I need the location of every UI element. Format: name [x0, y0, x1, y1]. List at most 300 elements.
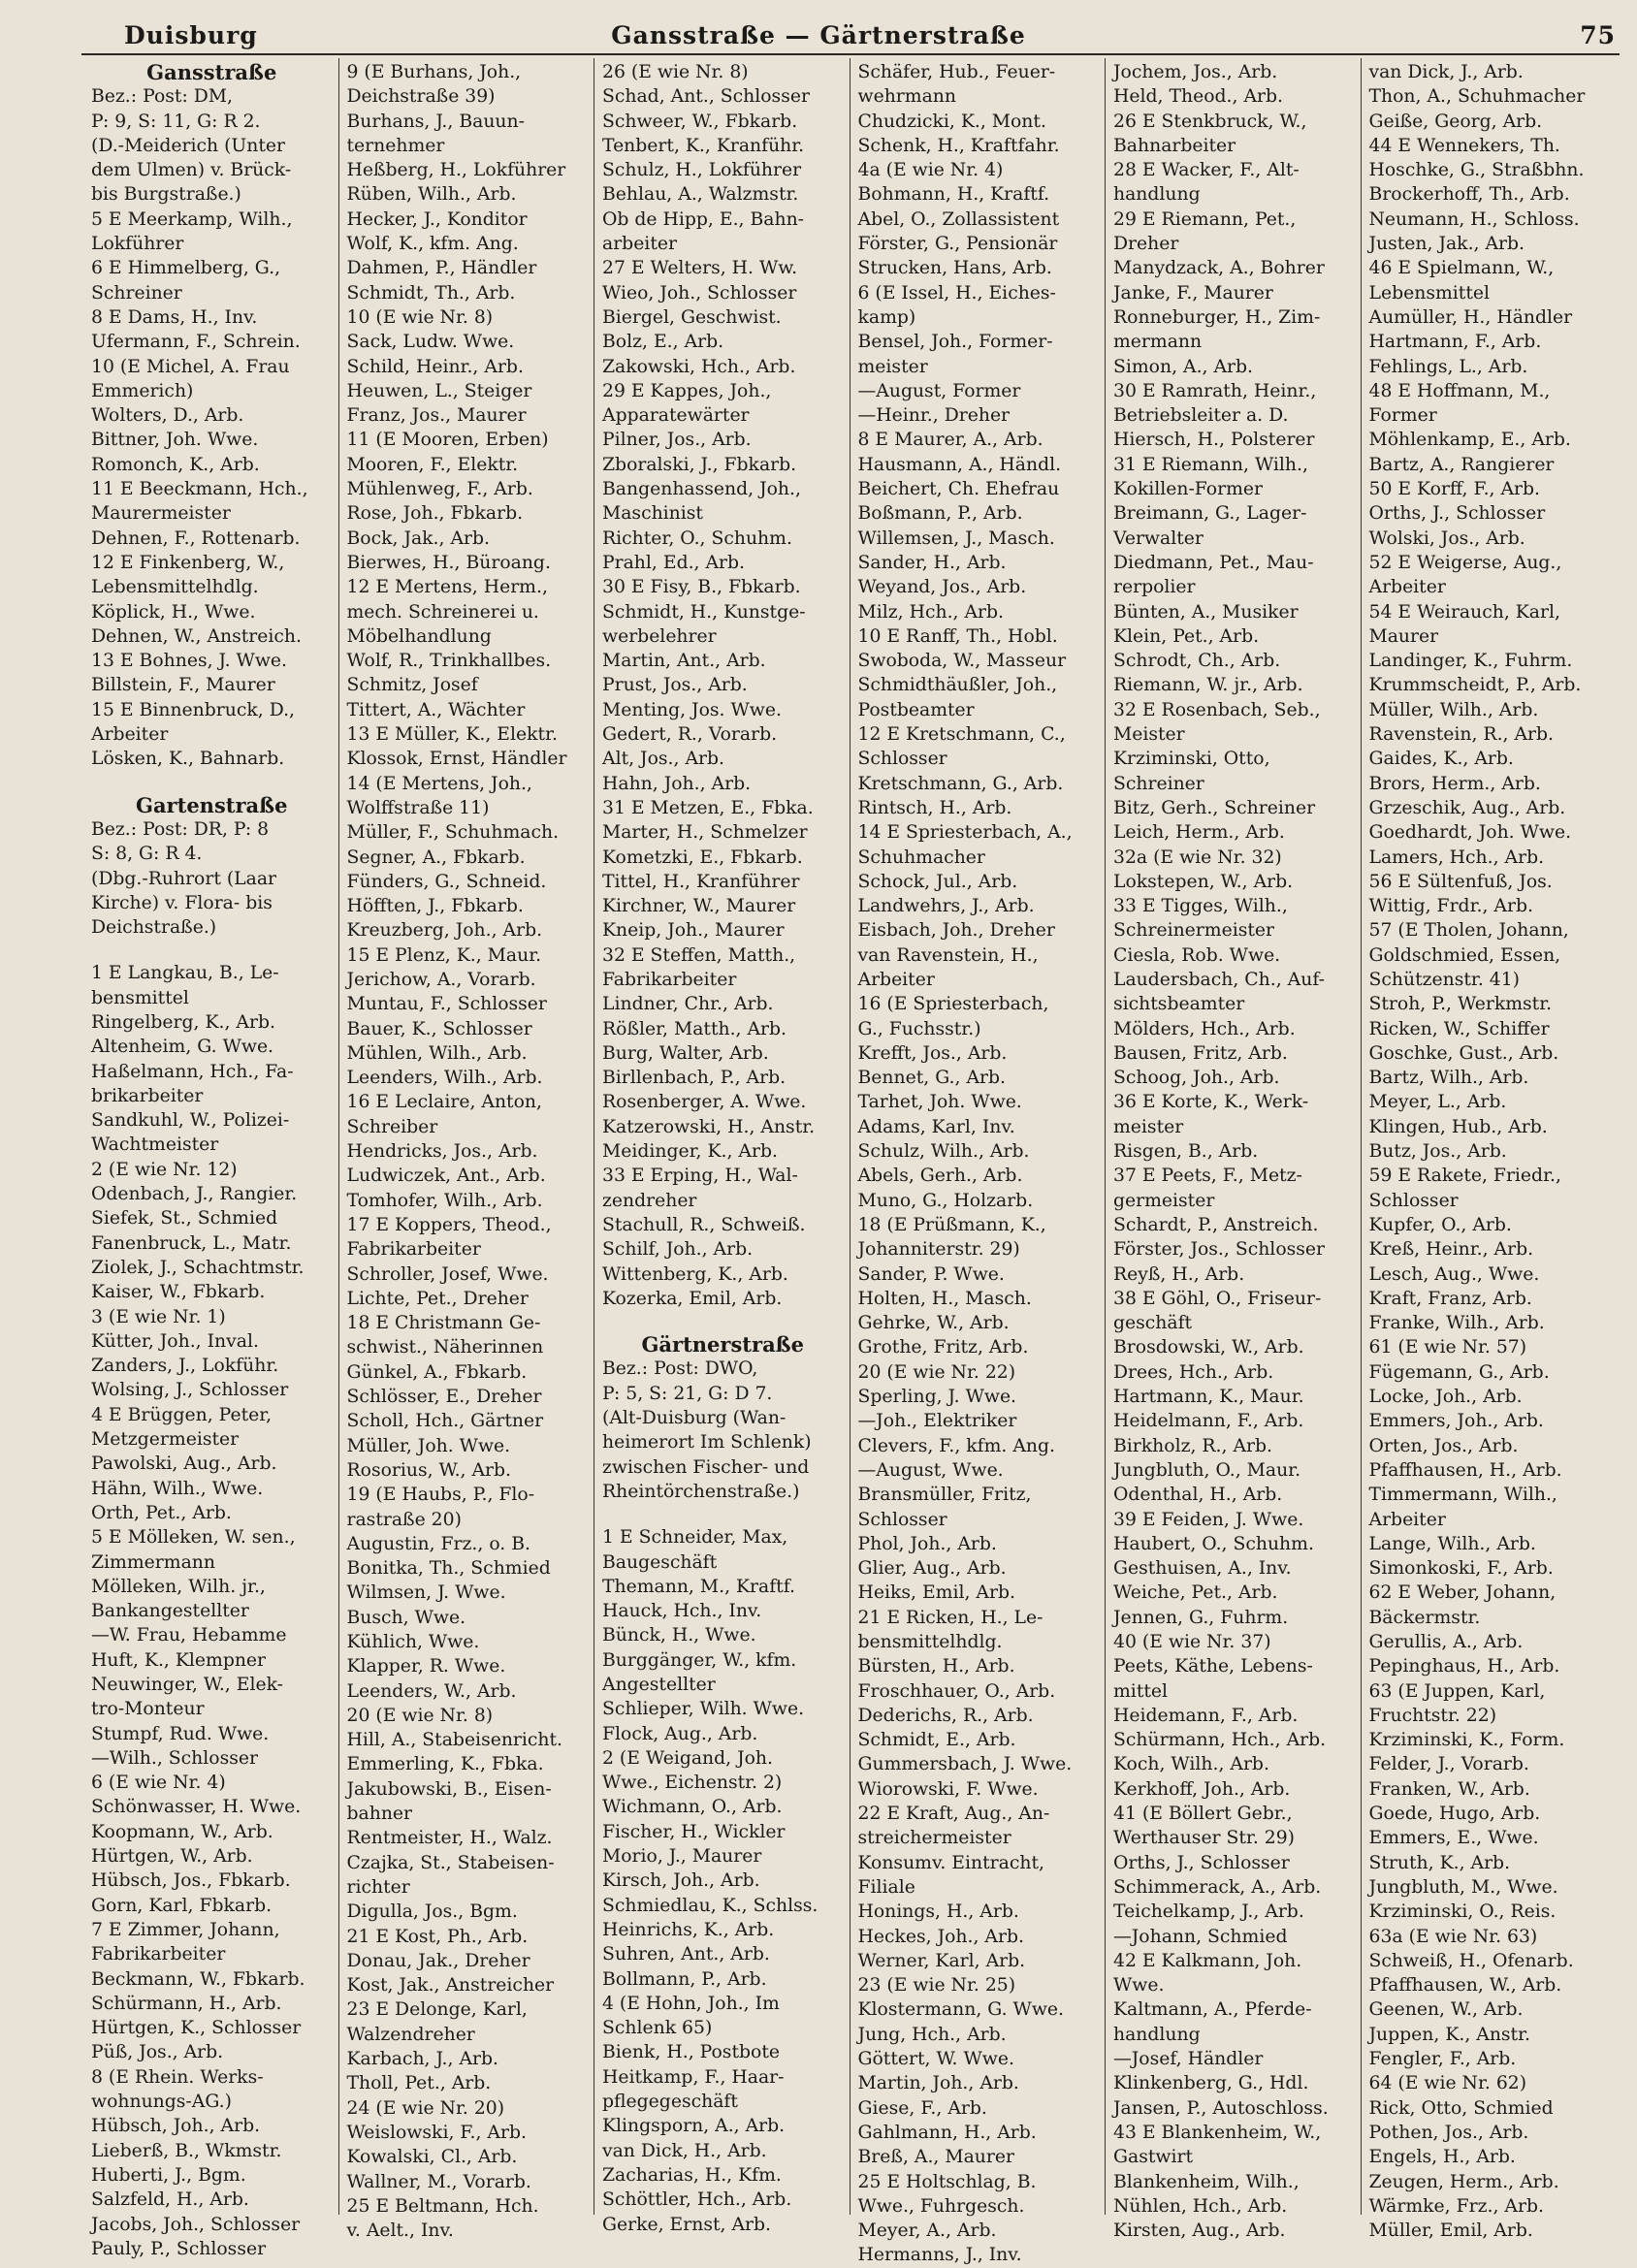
street-heading: Gansstraße: [146, 60, 277, 84]
directory-entry: Apparatewärter: [602, 405, 750, 427]
directory-entry: Juppen, K., Anstr.: [1368, 2024, 1530, 2045]
directory-entry: 64 (E wie Nr. 62): [1368, 2073, 1527, 2094]
directory-entry: Hauck, Hch., Inv.: [602, 1601, 762, 1622]
directory-entry: Ziolek, J., Schachtmstr.: [91, 1257, 305, 1278]
directory-entry: Riemann, W. jr., Arb.: [1113, 675, 1303, 696]
directory-entry: Leenders, Wilh., Arb.: [346, 1068, 543, 1089]
directory-entry: Meyer, A., Arb.: [857, 2220, 997, 2242]
directory-entry: 63 (E Juppen, Karl,: [1368, 1680, 1546, 1702]
directory-entry: 6 E Himmelberg, G.,: [91, 258, 281, 279]
header-rule: [81, 53, 1620, 55]
directory-entry: Heidelmann, F., Arb.: [1113, 1411, 1304, 1432]
directory-entry: van Dick, H., Arb.: [602, 2140, 767, 2161]
directory-entry: Schreiner: [91, 282, 182, 303]
directory-entry: Weislowski, F., Arb.: [346, 2122, 527, 2143]
directory-entry: P: 9, S: 11, G: R 2.: [91, 111, 261, 132]
directory-entry: Prahl, Ed., Arb.: [602, 552, 746, 573]
directory-entry: Arbeiter: [91, 724, 169, 746]
directory-entry: Schmidt, E., Arb.: [857, 1730, 1016, 1751]
directory-entry: 14 (E Mertens, Joh.,: [346, 773, 532, 794]
spacer: [602, 1504, 844, 1525]
directory-entry: Hausmann, A., Händl.: [857, 454, 1062, 475]
directory-entry: Schäfer, Hub., Feuer-: [857, 62, 1056, 82]
directory-entry: Gahlmann, H., Arb.: [857, 2122, 1037, 2143]
directory-entry: Gerullis, A., Arb.: [1368, 1632, 1524, 1652]
directory-entry: 4 E Brüggen, Peter,: [91, 1404, 273, 1425]
directory-entry: Tarhet, Joh. Wwe.: [857, 1092, 1022, 1113]
column-3: [594, 58, 850, 2235]
directory-entry: Kost, Jak., Anstreicher: [346, 1975, 555, 1996]
directory-entry: Bez.: Post: DR, P: 8: [91, 818, 270, 840]
directory-entry: Dreher: [1113, 234, 1179, 255]
directory-entry: Martin, Ant., Arb.: [602, 651, 766, 672]
spacer: [91, 940, 333, 961]
directory-entry: Bennet, G., Arb.: [857, 1068, 1006, 1089]
directory-entry: 14 E Spriesterbach, A.,: [857, 822, 1073, 844]
directory-entry: Kraft, Franz, Arb.: [1368, 1288, 1532, 1309]
directory-entry: Altenheim, G. Wwe.: [91, 1037, 274, 1058]
directory-entry: Bangenhassend, Joh.,: [602, 479, 801, 500]
directory-entry: Bäckermstr.: [1368, 1607, 1481, 1628]
directory-entry: Schlosser: [1368, 1190, 1459, 1211]
directory-entry: Birllenbach, P., Arb.: [602, 1068, 786, 1089]
directory-entry: 8 E Dams, H., Inv.: [91, 306, 258, 328]
directory-entry: Schuhmacher: [857, 847, 985, 868]
directory-entry: Gedert, R., Vorarb.: [602, 724, 778, 746]
directory-entry: 5 E Mölleken, W. sen.,: [91, 1527, 296, 1549]
directory-entry: Wichmann, O., Arb.: [602, 1797, 783, 1818]
directory-entry: Kupfer, O., Arb.: [1368, 1214, 1512, 1235]
directory-entry: Huberti, J., Bgm.: [91, 2164, 246, 2186]
directory-entry: Gesthuisen, A., Inv.: [1113, 1558, 1292, 1580]
directory-entry: Kühlich, Wwe.: [346, 1632, 480, 1652]
directory-entry: Mühlenweg, F., Arb.: [346, 479, 533, 500]
directory-entry: 6 (E Issel, H., Eiches-: [857, 282, 1056, 303]
directory-entry: Mooren, F., Elektr.: [346, 454, 519, 475]
directory-entry: Müller, Wilh., Arb.: [1368, 699, 1539, 720]
directory-entry: Zimmermann: [91, 1551, 215, 1573]
directory-entry: 59 E Rakete, Friedr.,: [1368, 1166, 1561, 1187]
directory-entry: Arbeiter: [1368, 1509, 1446, 1530]
directory-entry: 1 E Langkau, B., Le-: [91, 963, 279, 984]
directory-entry: Schock, Jul., Arb.: [857, 871, 1018, 892]
directory-entry: Bez.: Post: DM,: [91, 86, 234, 108]
directory-entry: Lebensmittelhdlg.: [91, 577, 259, 598]
directory-entry: Bolz, E., Arb.: [602, 332, 724, 353]
directory-entry: Schulz, H., Lokführer: [602, 160, 802, 181]
directory-entry: Sack, Ludw. Wwe.: [346, 332, 515, 353]
directory-entry: 18 E Christmann Ge-: [346, 1313, 541, 1334]
directory-entry: Zanders, J., Lokführ.: [91, 1356, 279, 1377]
directory-entry: 21 E Kost, Ph., Arb.: [346, 1926, 529, 1947]
directory-entry: Wolffstraße 11): [346, 797, 490, 818]
directory-entry: Weiche, Pet., Arb.: [1113, 1582, 1278, 1604]
directory-entry: Ronneburger, H., Zim-: [1113, 306, 1321, 328]
directory-entry: Schweer, W., Fbkarb.: [602, 111, 798, 132]
directory-entry: 10 E Ranff, Th., Hobl.: [857, 625, 1058, 647]
directory-entry: Behlau, A., Walzmstr.: [602, 184, 799, 206]
directory-entry: Timmermann, Wilh.,: [1368, 1485, 1557, 1506]
directory-entry: Muno, G., Holzarb.: [857, 1190, 1034, 1211]
directory-entry: Klein, Pet., Arb.: [1113, 625, 1260, 647]
directory-entry: Weyand, Jos., Arb.: [857, 577, 1027, 598]
directory-entry: wehrmann: [857, 86, 956, 108]
directory-entry: Siefek, St., Schmied: [91, 1208, 278, 1230]
directory-entry: Themann, M., Kraftf.: [602, 1576, 795, 1597]
directory-entry: Schreiber: [346, 1116, 438, 1137]
directory-entry: Kozerka, Emil, Arb.: [602, 1288, 783, 1309]
page-header: [0, 0, 1637, 58]
directory-entry: Stachull, R., Schweiß.: [602, 1214, 806, 1235]
directory-entry: Hartmann, F., Arb.: [1368, 332, 1542, 353]
directory-entry: Jakubowski, B., Eisen-: [346, 1778, 552, 1800]
directory-entry: Metzgermeister: [91, 1429, 240, 1451]
directory-entry: Birkholz, R., Arb.: [1113, 1435, 1272, 1456]
directory-entry: Kirsten, Aug., Arb.: [1113, 2220, 1286, 2242]
directory-entry: Giese, F., Arb.: [857, 2097, 987, 2119]
directory-entry: 21 E Ricken, H., Le-: [857, 1607, 1043, 1628]
directory-entry: Butz, Jos., Arb.: [1368, 1141, 1507, 1163]
directory-entry: Lesch, Aug., Wwe.: [1368, 1263, 1540, 1285]
directory-entry: bis Burgstraße.): [91, 184, 241, 206]
directory-entry: Leich, Herm., Arb.: [1113, 822, 1285, 844]
directory-entry: Glier, Aug., Arb.: [857, 1558, 1007, 1580]
directory-entry: Lange, Wilh., Arb.: [1368, 1533, 1536, 1554]
directory-entry: Kütter, Joh., Inval.: [91, 1330, 259, 1352]
directory-entry: Schmidt, Th., Arb.: [346, 282, 516, 303]
directory-entry: wohnungs-AG.): [91, 2092, 232, 2113]
directory-entry: Köplick, H., Wwe.: [91, 601, 256, 623]
directory-entry: Schlieper, Wilh. Wwe.: [602, 1699, 805, 1720]
directory-entry: Ludwiczek, Ant., Arb.: [346, 1166, 546, 1187]
directory-entry: Schönwasser, H. Wwe.: [91, 1797, 302, 1818]
directory-entry: zwischen Fischer- und: [602, 1456, 810, 1478]
directory-entry: Grothe, Fritz, Arb.: [857, 1337, 1029, 1358]
directory-entry: Neuwinger, W., Elek-: [91, 1675, 283, 1695]
column-6: [1361, 58, 1617, 2242]
directory-entry: Lindner, Chr., Arb.: [602, 994, 774, 1015]
directory-entry: Gehrke, W., Arb.: [857, 1313, 1010, 1334]
directory-entry: 43 E Blankenheim, W.,: [1113, 2122, 1322, 2143]
directory-entry: Augustin, Frz., o. B.: [346, 1533, 531, 1554]
directory-entry: Schlosser: [857, 749, 947, 770]
directory-entry: Martin, Joh., Arb.: [857, 2073, 1019, 2094]
directory-entry: Kaltmann, A., Pferde-: [1113, 1999, 1312, 2021]
directory-entry: Gummersbach, J. Wwe.: [857, 1754, 1073, 1775]
directory-entry: Klostermann, G. Wwe.: [857, 1999, 1064, 2021]
directory-entry: Jennen, G., Fuhrm.: [1113, 1607, 1289, 1628]
directory-entry: 16 E Leclaire, Anton,: [346, 1092, 542, 1113]
directory-entry: Goedhardt, Joh. Wwe.: [1368, 822, 1572, 844]
directory-entry: Marter, H., Schmelzer: [602, 822, 808, 844]
directory-entry: Abel, O., Zollassistent: [857, 208, 1060, 230]
directory-entry: Postbeamter: [857, 699, 975, 720]
directory-entry: Müller, Emil, Arb.: [1368, 2220, 1533, 2242]
directory-entry: 5 E Meerkamp, Wilh.,: [91, 208, 293, 230]
directory-entry: 23 (E wie Nr. 25): [857, 1975, 1016, 1996]
directory-entry: Holten, H., Masch.: [857, 1288, 1032, 1309]
directory-entry: Schulz, Wilh., Arb.: [857, 1141, 1030, 1163]
directory-entry: kamp): [857, 306, 916, 328]
directory-entry: Dehnen, F., Rottenarb.: [91, 527, 301, 549]
directory-entry: Nühlen, Hch., Arb.: [1113, 2195, 1288, 2217]
directory-entry: Breß, A., Maurer: [857, 2147, 1014, 2168]
directory-entry: mermann: [1113, 332, 1203, 353]
directory-entry: Orths, J., Schlosser: [1368, 503, 1546, 525]
directory-entry: Franz, Jos., Maurer: [346, 405, 527, 427]
directory-entry: Sander, H., Arb.: [857, 552, 1007, 573]
directory-entry: Milz, Hch., Arb.: [857, 601, 1005, 623]
directory-entry: 33 E Tigges, Wilh.,: [1113, 896, 1288, 917]
directory-entry: Bausen, Fritz, Arb.: [1113, 1042, 1288, 1064]
directory-entry: Ravenstein, R., Arb.: [1368, 724, 1555, 746]
directory-entry: Fabrikarbeiter: [602, 969, 737, 990]
directory-entry: Emmers, E., Wwe.: [1368, 1828, 1539, 1849]
directory-entry: Manydzack, A., Bohrer: [1113, 258, 1325, 279]
directory-entry: Czajka, St., Stabeisen-: [346, 1852, 555, 1873]
directory-entry: Schmitz, Josef: [346, 675, 478, 696]
directory-entry: Püß, Jos., Arb.: [91, 2042, 224, 2063]
directory-entry: Fabrikarbeiter: [346, 1239, 481, 1261]
directory-entry: Schreinermeister: [1113, 920, 1274, 942]
directory-entry: Schlösser, E., Dreher: [346, 1387, 542, 1408]
directory-entry: 57 (E Tholen, Johann,: [1368, 920, 1569, 942]
directory-entry: streichermeister: [857, 1828, 1011, 1849]
directory-entry: Lamers, Hch., Arb.: [1368, 847, 1545, 868]
directory-entry: Höfften, J., Fbkarb.: [346, 896, 524, 917]
directory-entry: schwist., Näherinnen: [346, 1337, 544, 1358]
directory-entry: Meister: [1113, 724, 1185, 746]
column-1: [83, 58, 338, 2259]
directory-entry: Gerke, Ernst, Arb.: [602, 2214, 771, 2235]
directory-entry: Billstein, F., Maurer: [91, 675, 275, 696]
directory-entry: Strucken, Hans, Arb.: [857, 258, 1052, 279]
directory-entry: Wolsing, J., Schlosser: [91, 1380, 289, 1401]
directory-entry: 27 E Welters, H. Ww.: [602, 258, 798, 279]
directory-entry: Teichelkamp, J., Arb.: [1113, 1901, 1304, 1923]
directory-entry: 32 E Steffen, Matth.,: [602, 944, 796, 966]
directory-entry: Schlenk 65): [602, 2018, 713, 2039]
directory-entry: Neumann, H., Schloss.: [1368, 208, 1580, 230]
directory-entry: 9 (E Burhans, Joh.,: [346, 62, 522, 82]
directory-entry: Segner, A., Fbkarb.: [346, 847, 526, 868]
directory-entry: Hermanns, J., Inv.: [857, 2245, 1022, 2266]
directory-entry: Bankangestellter: [91, 1601, 249, 1622]
directory-entry: 6 (E wie Nr. 4): [91, 1773, 226, 1794]
directory-entry: Schild, Heinr., Arb.: [346, 356, 524, 377]
directory-entry: Meyer, L., Arb.: [1368, 1092, 1507, 1113]
directory-entry: Günkel, A., Fbkarb.: [346, 1361, 528, 1383]
directory-entry: Möhlenkamp, E., Arb.: [1368, 430, 1571, 451]
directory-entry: Mölleken, Wilh. jr.,: [91, 1576, 266, 1597]
directory-entry: Romonch, K., Arb.: [91, 454, 260, 475]
directory-entry: Angestellter: [602, 1675, 716, 1695]
directory-entry: 48 E Hoffmann, M.,: [1368, 380, 1551, 401]
directory-entry: Dahmen, P., Händler: [346, 258, 537, 279]
directory-entry: zendreher: [602, 1190, 697, 1211]
directory-entry: 12 E Mertens, Herm.,: [346, 577, 548, 598]
directory-entry: Wiorowski, F. Wwe.: [857, 1778, 1039, 1800]
directory-entry: Haubert, O., Schuhm.: [1113, 1533, 1314, 1554]
directory-entry: Bahnarbeiter: [1113, 135, 1236, 156]
directory-entry: Heuwen, L., Steiger: [346, 380, 532, 401]
spacer: [91, 772, 333, 793]
directory-entry: Scholl, Hch., Gärtner: [346, 1411, 544, 1432]
directory-entry: Bez.: Post: DWO,: [602, 1358, 758, 1380]
directory-entry: 2 (E wie Nr. 12): [91, 1159, 238, 1180]
directory-entry: Schützenstr. 41): [1368, 969, 1520, 990]
directory-entry: Schmidt, H., Kunstge-: [602, 601, 806, 623]
directory-entry: —Johann, Schmied: [1113, 1926, 1288, 1947]
directory-entry: Sander, P. Wwe.: [857, 1263, 1005, 1285]
directory-entry: 50 E Korff, F., Arb.: [1368, 479, 1541, 500]
directory-entry: Fischer, H., Wickler: [602, 1821, 786, 1842]
directory-entry: Zboralski, J., Fbkarb.: [602, 454, 797, 475]
directory-entry: Wilmsen, J. Wwe.: [346, 1582, 506, 1604]
directory-entry: 24 (E wie Nr. 20): [346, 2097, 505, 2119]
directory-entry: 32 E Rosenbach, Seb.,: [1113, 699, 1321, 720]
directory-entry: 16 (E Spriesterbach,: [857, 994, 1049, 1015]
directory-entry: Rößler, Matth., Arb.: [602, 1018, 787, 1039]
directory-entry: Lebensmittel: [1368, 282, 1490, 303]
directory-entry: Hürtgen, W., Arb.: [91, 1846, 253, 1868]
directory-entry: Kirchner, W., Maurer: [602, 896, 796, 917]
directory-entry: 44 E Wennekers, Th.: [1368, 135, 1560, 156]
directory-entry: Hendricks, Jos., Arb.: [346, 1141, 538, 1163]
columns: [83, 58, 1616, 2266]
directory-entry: Krziminski, K., Form.: [1368, 1730, 1565, 1751]
directory-entry: Mölders, Hch., Arb.: [1113, 1018, 1296, 1039]
directory-entry: Schenk, H., Kraftfahr.: [857, 135, 1060, 156]
directory-entry: Schürmann, Hch., Arb.: [1113, 1730, 1327, 1751]
directory-entry: Tomhofer, Wilh., Arb.: [346, 1190, 543, 1211]
header-street-range: Gansstraße — Gärtnerstraße: [611, 21, 1026, 49]
directory-entry: Bensel, Joh., Former-: [857, 332, 1053, 353]
directory-entry: Fruchtstr. 22): [1368, 1705, 1497, 1726]
directory-entry: meister: [1113, 1116, 1184, 1137]
directory-entry: Brors, Herm., Arb.: [1368, 773, 1541, 794]
directory-entry: Hill, A., Stabeisenricht.: [346, 1730, 563, 1751]
directory-entry: Busch, Wwe.: [346, 1607, 466, 1628]
directory-entry: Verwalter: [1113, 527, 1204, 549]
directory-entry: Franken, W., Arb.: [1368, 1778, 1530, 1800]
directory-entry: 61 (E wie Nr. 57): [1368, 1337, 1527, 1358]
directory-entry: Digulla, Jos., Bgm.: [346, 1901, 518, 1923]
directory-entry: Grzeschik, Aug., Arb.: [1368, 797, 1566, 818]
directory-entry: dem Ulmen) v. Brück-: [91, 160, 292, 181]
directory-entry: Huft, K., Klempner: [91, 1649, 267, 1671]
directory-entry: Lokstepen, W., Arb.: [1113, 871, 1294, 892]
directory-entry: Bartz, A., Rangierer: [1368, 454, 1555, 475]
directory-entry: Katzerowski, H., Anstr.: [602, 1116, 816, 1137]
directory-entry: Pilner, Jos., Arb.: [602, 430, 752, 451]
column-5: [1105, 58, 1361, 2242]
directory-entry: Hübsch, Joh., Arb.: [91, 2116, 261, 2137]
directory-entry: 30 E Fisy, B., Fbkarb.: [602, 577, 801, 598]
directory-entry: Zeugen, Herm., Arb.: [1368, 2171, 1559, 2192]
directory-entry: 23 E Delonge, Karl,: [346, 1999, 528, 2021]
directory-entry: Risgen, B., Arb.: [1113, 1141, 1259, 1163]
directory-entry: Schad, Ant., Schlosser: [602, 86, 810, 108]
directory-entry: Donau, Jak., Dreher: [346, 1950, 530, 1971]
directory-entry: Krummscheidt, P., Arb.: [1368, 675, 1582, 696]
directory-entry: Wärmke, Frz., Arb.: [1368, 2195, 1544, 2217]
directory-entry: Wittig, Frdr., Arb.: [1368, 896, 1533, 917]
directory-entry: 39 E Feiden, J. Wwe.: [1113, 1509, 1304, 1530]
directory-entry: Klinkenberg, G., Hdl.: [1113, 2073, 1309, 2094]
directory-entry: Schardt, P., Anstreich.: [1113, 1214, 1319, 1235]
directory-entry: Wachtmeister: [91, 1134, 219, 1156]
directory-entry: 12 E Kretschmann, C.,: [857, 724, 1066, 746]
directory-entry: Stroh, P., Werkmstr.: [1368, 994, 1553, 1015]
directory-entry: Goschke, Gust., Arb.: [1368, 1042, 1559, 1064]
directory-entry: 15 E Plenz, K., Maur.: [346, 944, 542, 966]
directory-entry: Schrodt, Ch., Arb.: [1113, 651, 1281, 672]
directory-entry: —August, Former: [857, 380, 1021, 401]
directory-entry: Jansen, P., Autoschloss.: [1113, 2097, 1329, 2119]
directory-entry: Meidinger, K., Arb.: [602, 1141, 778, 1163]
directory-entry: Richter, O., Schuhm.: [602, 527, 792, 549]
directory-entry: Wolters, D., Arb.: [91, 405, 244, 427]
directory-entry: Bartz, Wilh., Arb.: [1368, 1068, 1529, 1089]
directory-entry: Hahn, Joh., Arb.: [602, 773, 752, 794]
directory-entry: Krefft, Jos., Arb.: [857, 1042, 1008, 1064]
directory-entry: —Heinr., Dreher: [857, 405, 1011, 427]
directory-entry: Bienk, H., Postbote: [602, 2042, 780, 2063]
directory-entry: Prust, Jos., Arb.: [602, 675, 748, 696]
directory-entry: Lokführer: [91, 234, 184, 255]
directory-entry: Fehlings, L., Arb.: [1368, 356, 1528, 377]
directory-entry: Ringelberg, K., Arb.: [91, 1011, 275, 1033]
directory-entry: Gorn, Karl, Fbkarb.: [91, 1895, 273, 1916]
directory-entry: Morio, J., Maurer: [602, 1846, 762, 1868]
directory-entry: bahner: [346, 1804, 413, 1825]
directory-entry: Hartmann, K., Maur.: [1113, 1387, 1304, 1408]
directory-entry: Rheintörchenstraße.): [602, 1481, 800, 1502]
directory-entry: Maschinist: [602, 503, 703, 525]
directory-entry: Klingsporn, A., Arb.: [602, 2116, 786, 2137]
directory-entry: Jerichow, A., Vorarb.: [346, 969, 536, 990]
directory-entry: Müller, Joh. Wwe.: [346, 1435, 511, 1456]
directory-entry: Dederichs, R., Arb.: [857, 1705, 1034, 1726]
directory-entry: germeister: [1113, 1190, 1215, 1211]
directory-entry: Baugeschäft: [602, 1551, 718, 1573]
street-heading: Gartenstraße: [136, 792, 288, 817]
directory-entry: Klossok, Ernst, Händler: [346, 749, 567, 770]
directory-entry: Tittel, H., Kranführer: [602, 871, 800, 892]
directory-entry: Rüben, Wilh., Arb.: [346, 184, 517, 206]
directory-entry: Rose, Joh., Fbkarb.: [346, 503, 524, 525]
directory-entry: Bonitka, Th., Schmied: [346, 1558, 551, 1580]
directory-entry: Salzfeld, H., Arb.: [91, 2189, 249, 2211]
directory-entry: Kirsch, Joh., Arb.: [602, 1870, 760, 1892]
directory-entry: Flock, Aug., Arb.: [602, 1723, 758, 1744]
directory-entry: Geiße, Georg, Arb.: [1368, 111, 1543, 132]
directory-entry: Simon, A., Arb.: [1113, 356, 1254, 377]
directory-entry: Lichte, Pet., Dreher: [346, 1288, 529, 1309]
directory-entry: Arbeiter: [857, 969, 935, 990]
directory-entry: 41 (E Böllert Gebr.,: [1113, 1804, 1293, 1825]
directory-entry: —Josef, Händler: [1113, 2049, 1264, 2070]
directory-entry: Klapper, R. Wwe.: [346, 1656, 506, 1677]
directory-entry: Orth, Pet., Arb.: [91, 1502, 232, 1523]
directory-entry: Boßmann, P., Arb.: [857, 503, 1023, 525]
directory-entry: Wallner, M., Vorarb.: [346, 2171, 531, 2192]
directory-entry: Hecker, J., Konditor: [346, 208, 528, 230]
directory-entry: 29 E Riemann, Pet.,: [1113, 208, 1297, 230]
directory-entry: Jochem, Jos., Arb.: [1113, 62, 1278, 82]
directory-entry: Breimann, G., Lager-: [1113, 503, 1307, 525]
